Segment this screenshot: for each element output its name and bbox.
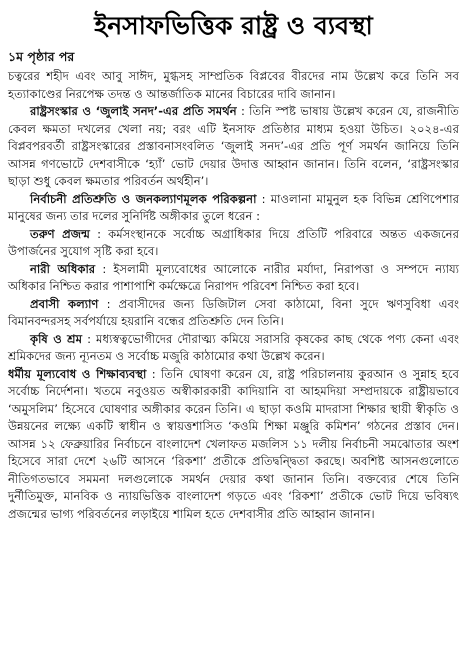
paragraph-agriculture bbox=[8, 331, 459, 366]
paragraph-text: : কর্মসংস্থানকে সর্বোচ্চ অগ্রাধিকার দিয়ে প্রতিটি পরিবারে অন্তত একজনের উপার্জনের সুযোগ সৃষ্টি করা হবে। bbox=[8, 226, 459, 258]
paragraph-text: : প্রবাসীদের জন্য ডিজিটাল সেবা কাঠামো, বিনা সুদে ঋণসুবিধা এবং বিমানবন্দরসহ সর্বপর্যায়ে হয়রানি বন্ধের প্রতিশ্রুতি দেন তিনি। bbox=[8, 296, 460, 328]
paragraph-text: চত্বরের শহীদ এবং আবু সাঈদ, মুগ্ধসহ সাম্প্রতিক বিপ্লবের বীরদের নাম উল্লেখ করে তিনি সব হত্যাকাণ্ডের নিরপেক্ষ তদন্ত ও আন্তর্জাতিক মানের বিচারের দাবি জানান। bbox=[8, 69, 459, 101]
paragraph-text: : মধ্যস্বত্বভোগীদের দৌরাত্ম্য কমিয়ে সরাসরি কৃষকের কাছ থেকে পণ্য কেনা এবং শ্রমিকদের জন্য ন্যূনতম ও সর্বোচ্চ মজুরি কাঠামোর কথা উল্লেখ করেন। bbox=[8, 331, 460, 363]
paragraph-text: : ইসলামী মূল্যবোধের আলোকে নারীর মর্যাদা, নিরাপত্তা ও সম্পদে ন্যায্য অধিকার নিশ্চিত করার পাশাপাশি কর্মক্ষেত্রে নিরাপদ পরিবেশ নিশ্চিত করা হবে। bbox=[8, 261, 459, 293]
paragraph-text: : মাওলানা মামুনুল হক বিভিন্ন শ্রেণিপেশার মানুষের জন্য তার দলের সুনির্দিষ্ট অঙ্গীকার তুলে ধরেন : bbox=[8, 191, 459, 223]
paragraph-expatriates bbox=[8, 296, 459, 331]
paragraph-text: : তিনি ঘোষণা করেন যে, রাষ্ট্র পরিচালনায় কুরআন ও সুন্নাহ হবে সর্বোচ্চ নির্দেশনা। খতমে নবুওয়ত অস্বীকারকারী কাদিয়ানি বা আহমদিয়া সম্প্রদায়কে রাষ্ট্রীয়ভাবে ‘অমুসলিম’ হিসেবে ঘোষণার অঙ্গীকার করেন তিনি। এ ছাড়া কওমি মাদরাসা শিক্ষার স্থায়ী স্বীকৃতি ও উন্নয়নের লক্ষ্যে একটি স্বাধীন ও স্বায়ত্তশাসিত ‘কওমি শিক্ষা মঞ্জুরি কমিশন’ গঠনের প্রস্তাব দেন। আসন্ন ১২ ফেব্রুয়ারির নির্বাচনে বাংলাদেশ খেলাফত মজলিস ১১ দলীয় নির্বাচনী সমঝোতার অংশ হিসেবে সারা দেশে ২৬টি আসনে ‘রিকশা’ প্রতীকে প্রতিদ্বন্দ্বিতা করছে। অবশিষ্ট আসনগুলোতে নীতিগতভাবে সমমনা দলগুলোকে সমর্থন দেয়ার কথা জানান তিনি। বক্তব্যের শেষে তিনি দুর্নীতিমুক্ত, মানবিক ও ন্যায়ভিত্তিক বাংলাদেশ গড়তে এবং ‘রিকশা’ প্রতীকে ভোট দিয়ে ভবিষ্যৎ প্রজন্মের ভাগ্য পরিবর্তনের লড়াইয়ে শামিল হতে দেশবাসীর প্রতি আহ্বান জানান। bbox=[8, 366, 459, 521]
paragraph-text: : তিনি স্পষ্ট ভাষায় উল্লেখ করেন যে, রাজনীতি কেবল ক্ষমতা দখলের খেলা নয়; বরং এটি ইনসাফ প্রতিষ্ঠার মাধ্যম হওয়া উচিত। ২০২৪-এর বিপ্লবপরবর্তী রাষ্ট্রসংস্কারের প্রস্তাবনাসংবলিত ‘জুলাই সনদ’-এর প্রতি পূর্ণ সমর্থন জানিয়ে তিনি আসন্ন গণভোটে দেশবাসীকে ‘হ্যাঁ’ ভোট দেয়ার উদাত্ত আহ্বান জানান। তিনি বলেন, ‘রাষ্ট্রসংস্কার ছাড়া শুধু কেবল ক্ষমতার পরিবর্তন অর্থহীন’। bbox=[8, 104, 459, 188]
paragraph-lead: নারী অধিকার bbox=[30, 261, 96, 276]
paragraph-reform bbox=[8, 103, 459, 191]
paragraph-pledges bbox=[8, 191, 459, 226]
paragraph-lead: ধর্মীয় মূল্যবোধ ও শিক্ষাব্যবস্থা bbox=[8, 366, 147, 381]
paragraph-religion-education bbox=[8, 366, 459, 524]
paragraph-lead: প্রবাসী কল্যাণ bbox=[30, 296, 99, 311]
paragraph-intro bbox=[8, 68, 459, 103]
article-body bbox=[8, 68, 459, 523]
continued-label: ১ম পৃষ্ঠার পর bbox=[8, 49, 75, 64]
paragraph-lead: কৃষি ও শ্রম bbox=[30, 331, 83, 346]
paragraph-lead: নির্বাচনী প্রতিশ্রুতি ও জনকল্যাণমূলক পরিকল্পনা bbox=[30, 191, 257, 206]
paragraph-lead: রাষ্ট্রসংস্কার ও ‘জুলাই সনদ’-এর প্রতি সমর্থন bbox=[30, 104, 237, 118]
paragraph-lead: তরুণ প্রজন্ম bbox=[30, 226, 90, 241]
headline: ইনসাফভিত্তিক রাষ্ট্র ও ব্যবস্থা bbox=[94, 11, 373, 40]
paragraph-youth bbox=[8, 226, 459, 261]
paragraph-women bbox=[8, 261, 459, 296]
